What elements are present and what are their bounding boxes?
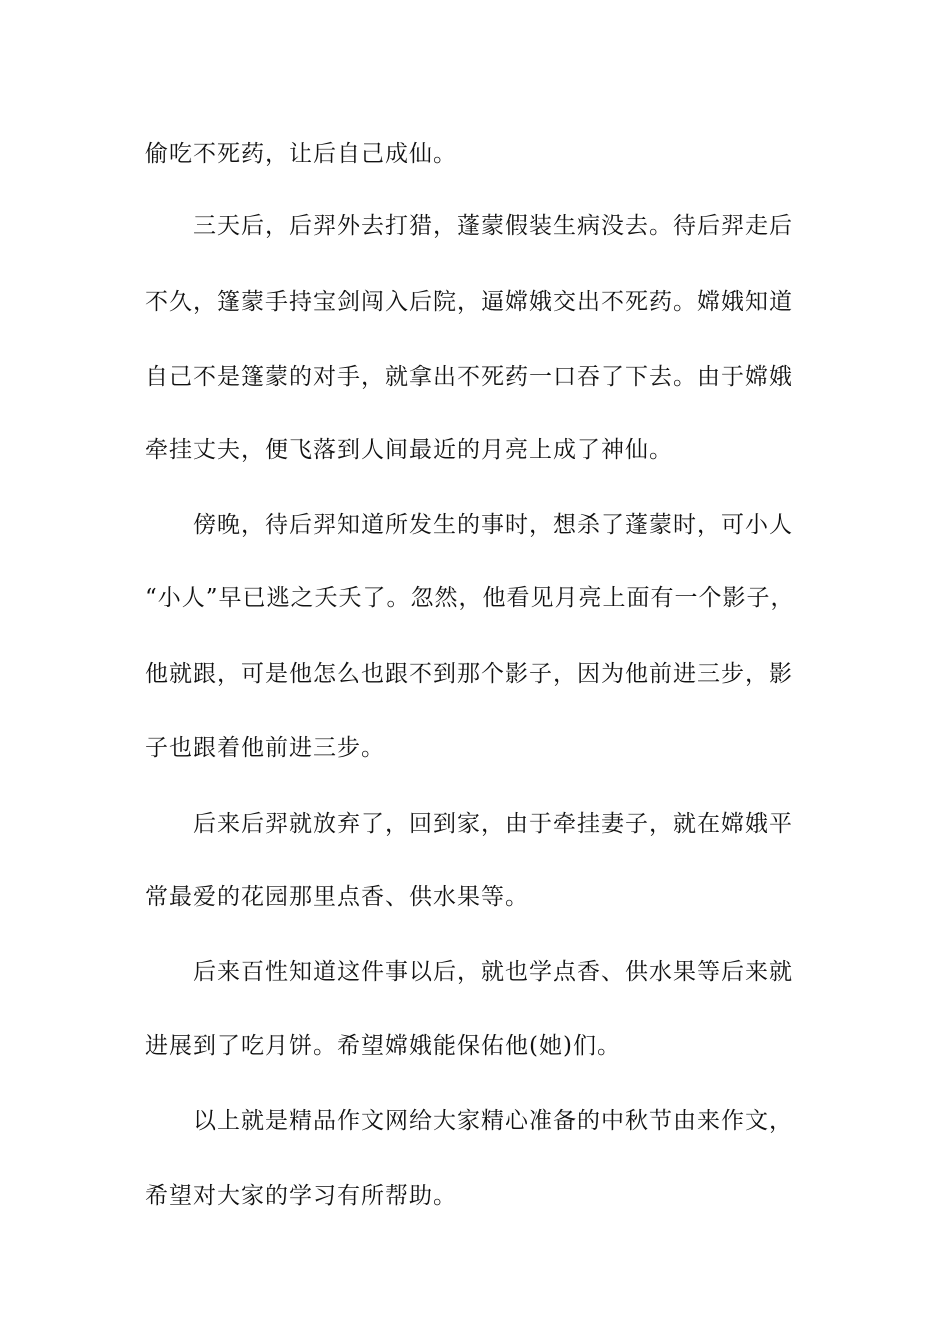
paragraph-line: 希望对大家的学习有所帮助。 [145,1183,457,1209]
paragraph-line: 不久，篷蒙手持宝剑闯入后院，逼嫦娥交出不死药。嫦娥知道 [145,289,793,315]
paragraph-line: 后来百性知道这件事以后，就也学点香、供水果等后来就 [193,959,793,985]
paragraph-line: 他就跟，可是他怎么也跟不到那个影子，因为他前进三步，影 [145,661,793,687]
paragraph-line: 傍晚，待后羿知道所发生的事时，想杀了蓬蒙时，可小人 [193,512,793,538]
paragraph-line: “小人”早已逃之夭夭了。忽然，他看见月亮上面有一个影子， [145,585,795,611]
paragraph-line: 牵挂丈夫，便飞落到人间最近的月亮上成了神仙。 [145,437,673,463]
paragraph-line: 后来后羿就放弃了，回到家，由于牵挂妻子，就在嫦娥平 [193,811,793,837]
paragraph-line: 以上就是精品作文网给大家精心准备的中秋节由来作文， [193,1108,793,1134]
paragraph-line: 偷吃不死药，让后自己成仙。 [145,141,457,167]
paragraph-line: 三天后，后羿外去打猎，蓬蒙假装生病没去。待后羿走后 [193,213,793,239]
paragraph-line: 自己不是篷蒙的对手，就拿出不死药一口吞了下去。由于嫦娥 [145,364,793,390]
paragraph-line: 常最爱的花园那里点香、供水果等。 [145,884,529,910]
paragraph-line: 子也跟着他前进三步。 [145,735,385,761]
paragraph-line: 进展到了吃月饼。希望嫦娥能保佑他(她)们。 [145,1033,621,1059]
